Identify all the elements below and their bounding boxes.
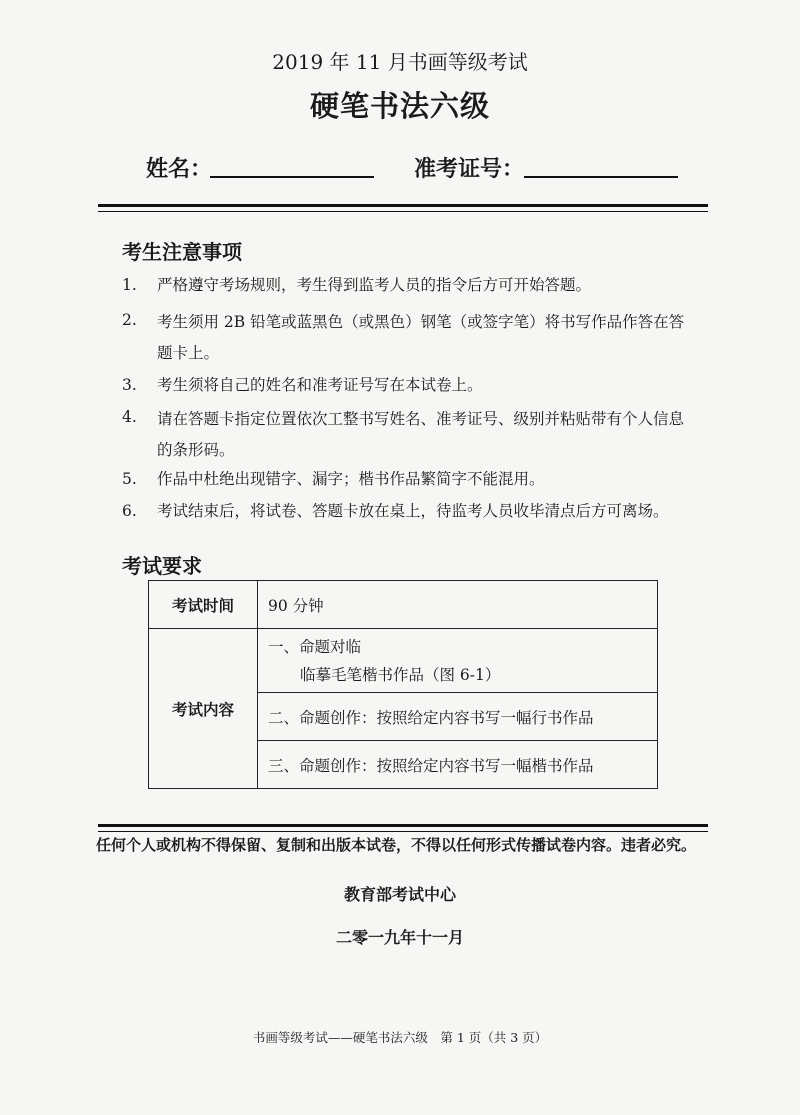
note-number: 2. [122,311,137,329]
requirements-title: 考试要求 [122,554,202,578]
note-text: 请在答题卡指定位置依次工整书写姓名、准考证号、级别并粘贴带有个人信息的条形码。 [157,410,685,459]
note-text: 严格遵守考场规则，考生得到监考人员的指令后方可开始答题。 [157,276,592,294]
note-item [122,307,692,362]
time-label: 考试时间 [149,581,258,629]
notice-divider-thin [98,831,708,832]
note-text: 作品中杜绝出现错字、漏字；楷书作品繁简字不能混用。 [157,470,545,488]
exam-title: 硬笔书法六级 [309,89,490,123]
requirements-table [148,580,658,789]
note-text: 考生须将自己的姓名和准考证号写在本试卷上。 [157,376,483,394]
content-item: 二、命题创作：按照给定内容书写一幅行书作品 [258,693,658,741]
exam-subtitle: 2019 年 11 月书画等级考试 [272,50,528,74]
content-item: 三、命题创作：按照给定内容书写一幅楷书作品 [258,741,658,789]
notice-divider-thick [98,824,708,827]
note-item [122,404,692,459]
note-number: 6. [122,502,137,520]
content-item [258,629,658,693]
note-text: 考试结束后，将试卷、答题卡放在桌上，待监考人员收毕清点后方可离场。 [157,502,669,520]
note-number: 4. [122,408,137,426]
note-number: 1. [122,276,137,294]
note-number: 5. [122,470,137,488]
issuer-name: 教育部考试中心 [343,885,456,904]
note-text: 考生须用 2B 铅笔或蓝黑色（或黑色）钢笔（或签字笔）将书写作品作答在答题卡上。 [157,313,685,362]
content-item-heading: 一、命题对临 [268,637,362,656]
exam-id-blank[interactable] [524,176,678,178]
page-footer: 书画等级考试——硬笔书法六级 第 1 页（共 3 页） [252,1030,548,1045]
header-divider-thick [98,204,708,207]
content-item-detail: 临摹毛笔楷书作品（图 6-1） [300,665,501,684]
note-item [122,372,692,398]
content-label: 考试内容 [149,629,258,789]
copyright-notice: 任何个人或机构不得保留、复制和出版本试卷，不得以任何形式传播试卷内容。违者必究。 [96,836,697,854]
name-label: 姓名： [146,156,213,182]
note-item [122,466,692,492]
table-row [149,581,658,629]
time-value: 90 分钟 [258,581,658,629]
name-blank[interactable] [210,176,374,178]
exam-id-label: 准考证号： [414,156,525,182]
note-item [122,498,692,524]
issue-date: 二零一九年十一月 [335,928,464,947]
note-number: 3. [122,376,137,394]
note-item [122,272,692,298]
table-row [149,629,658,693]
notes-title: 考生注意事项 [122,240,242,264]
header-divider-thin [98,211,708,212]
